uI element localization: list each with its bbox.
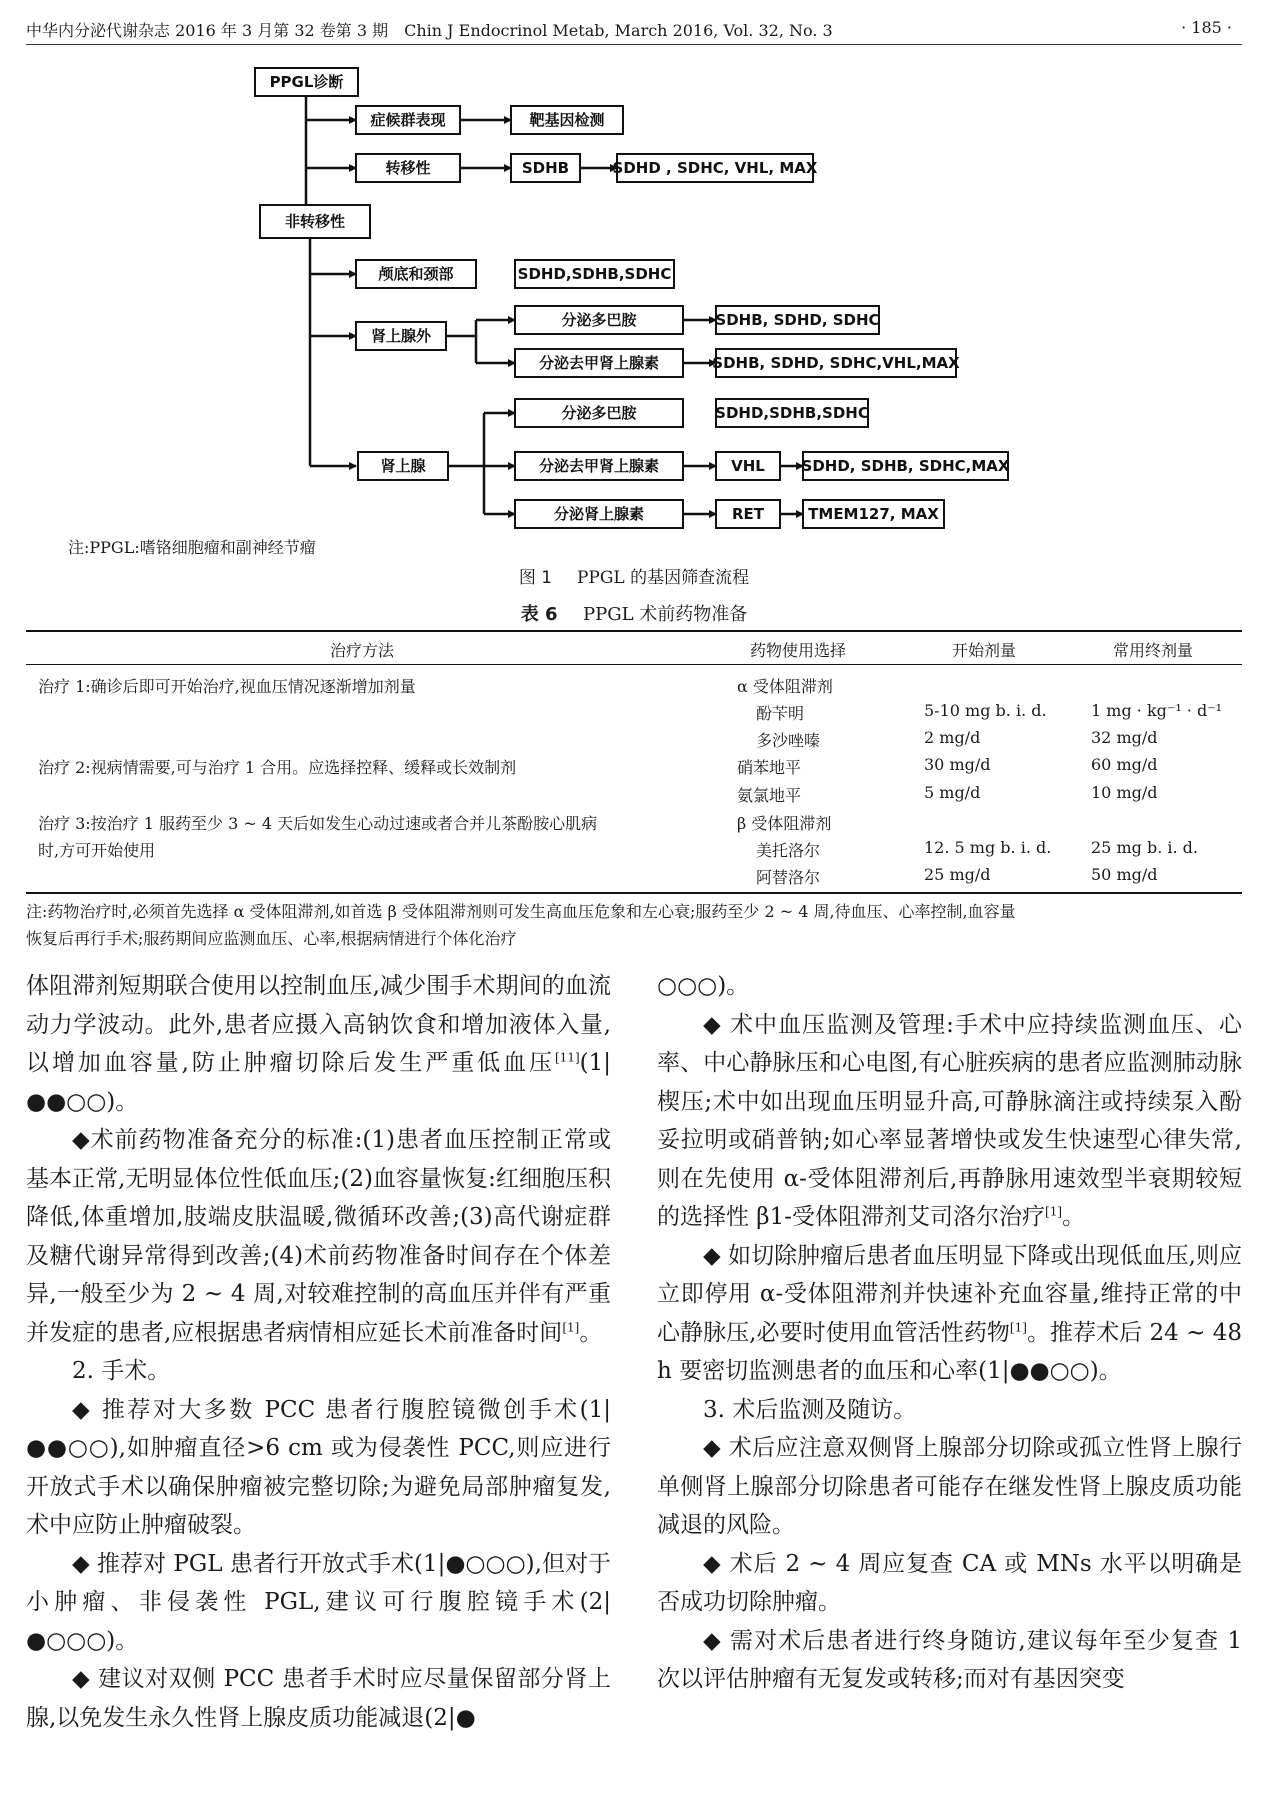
table-caption-text: PPGL 术前药物准备	[582, 604, 748, 625]
table-method-1: 治疗 1:确诊后即可开始治疗,视血压情况逐渐增加剂量	[38, 677, 416, 696]
table-start-doxazosin: 2 mg/d	[924, 728, 981, 747]
node-skull-neck: 颅底和颈部	[378, 265, 454, 283]
table-drug-nifedipine: 硝苯地平	[737, 758, 802, 777]
citation-ref: [1]	[1045, 1204, 1063, 1219]
left-para-1: 体阻滞剂短期联合使用以控制血压,减少围手术期间的血流动力学波动。此外,患者应摄入高钠饮食和增加液体入量,以增加血容量,防止肿瘤切除后发生严重低血压[11](1|●●○○)。	[26, 973, 611, 1115]
right-para-3: ◆ 如切除肿瘤后患者血压明显下降或出现低血压,则应立即停用 α-受体阻滞剂并快速补充血容量,维持正常的中心静脉压,必要时使用血管活性药物[1]。推荐术后 24 ~ 48 h 要密切监测患者的血压和心率(1|●●○○)。	[657, 1242, 1242, 1384]
journal-line: 中华内分泌代谢杂志 2016 年 3 月第 32 卷第 3 期 Chin J Endocrinol Metab, March 2016, Vol. 32, No. 3	[26, 21, 833, 40]
left-section-heading-surgery: 2. 手术。	[72, 1358, 171, 1384]
citation-ref: [11]	[555, 1050, 580, 1065]
table-start-phenoxybenzamine: 5-10 mg b. i. d.	[924, 701, 1047, 720]
body-left-column	[26, 967, 611, 1737]
table-end-amlodipine: 10 mg/d	[1091, 783, 1158, 802]
left-para-6: ◆ 建议对双侧 PCC 患者手术时应尽量保留部分肾上腺,以免发生永久性肾上腺皮质功能减退(2|●	[26, 1666, 611, 1731]
node-ad-dopamine: 分泌多巴胺	[561, 404, 637, 422]
node-ad-norepinephrine-genes: SDHD, SDHB, SDHC,MAX	[801, 457, 1010, 475]
table-end-doxazosin: 32 mg/d	[1091, 728, 1158, 747]
table-drug-phenoxybenzamine: 酚苄明	[756, 704, 805, 723]
table-note-line-2: 恢复后再行手术;服药期间应监测血压、心率,根据病情进行个体化治疗	[26, 929, 517, 948]
node-extra-adrenal: 肾上腺外	[370, 327, 432, 345]
node-ppgl-diagnosis: PPGL诊断	[269, 73, 344, 91]
node-ad-norepinephrine-vhl: VHL	[731, 457, 765, 475]
body-right-column	[657, 967, 1242, 1699]
left-para-4: ◆ 推荐对大多数 PCC 患者行腹腔镜微创手术(1|●●○○),如肿瘤直径>6 cm 或为侵袭性 PCC,则应进行开放式手术以确保肿瘤被完整切除;为避免局部肿瘤复发,术中应防止肿瘤破裂。	[26, 1396, 611, 1538]
table-start-nifedipine: 30 mg/d	[924, 755, 991, 774]
table-drug-amlodipine: 氨氯地平	[737, 786, 802, 805]
table-note-line-1: 注:药物治疗时,必须首先选择 α 受体阻滞剂,如首选 β 受体阻滞剂则可发生高血压危象和左心衰;服药至少 2 ~ 4 周,待血压、心率控制,血容量	[26, 902, 1016, 921]
gene-screening-flowchart	[0, 0, 1268, 530]
node-ad-dopamine-genes: SDHD,SDHB,SDHC	[715, 404, 869, 422]
node-syndrome: 症候群表现	[370, 111, 446, 129]
right-para-2: ◆ 术中血压监测及管理:手术中应持续监测血压、心率、中心静脉压和心电图,有心脏疾病的患者应监测肺动脉楔压;术中如出现血压明显升高,可静脉滴注或持续泵入酚妥拉明或硝普钠;如心率显著增快或发生快速型心律失常,则在先使用 α-受体阻滞剂后,再静脉用速效型半衰期较短的选择性 β1-受体阻滞剂艾司洛尔治疗[1]。	[657, 1011, 1242, 1230]
figure-caption-text: PPGL 的基因筛查流程	[576, 568, 750, 588]
right-para-7: ◆ 需对术后患者进行终身随访,建议每年至少复查 1 次以评估肿瘤有无复发或转移;而对有基因突变	[657, 1627, 1242, 1692]
left-para-5: ◆ 推荐对 PGL 患者行开放式手术(1|●○○○),但对于小肿瘤、非侵袭性 PGL,建议可行腹腔镜手术(2|●○○○)。	[26, 1550, 611, 1654]
table-end-nifedipine: 60 mg/d	[1091, 755, 1158, 774]
node-ad-epinephrine-ret: RET	[731, 505, 765, 523]
node-ea-dopamine: 分泌多巴胺	[561, 311, 637, 329]
right-para-5: ◆ 术后应注意双侧肾上腺部分切除或孤立性肾上腺行单侧肾上腺部分切除患者可能存在继发性肾上腺皮质功能减退的风险。	[657, 1435, 1242, 1538]
table-header-drug: 药物使用选择	[750, 641, 847, 660]
node-ea-norepinephrine: 分泌去甲肾上腺素	[538, 354, 660, 372]
right-para-1: ○○○)。	[657, 973, 750, 999]
table-end-phenoxybenzamine: 1 mg · kg⁻¹ · d⁻¹	[1091, 701, 1223, 720]
table-drug-class-beta: β 受体阻滞剂	[737, 814, 832, 833]
node-ad-epinephrine: 分泌肾上腺素	[553, 505, 645, 523]
table-header-method: 治疗方法	[330, 641, 395, 660]
table-end-metoprolol: 25 mg b. i. d.	[1091, 838, 1198, 857]
figure-caption	[0, 563, 1268, 588]
right-section-heading-followup: 3. 术后监测及随访。	[703, 1396, 917, 1423]
table-header-end-dose: 常用终剂量	[1113, 641, 1194, 660]
table-drug-metoprolol: 美托洛尔	[756, 841, 821, 860]
node-target-gene-test: 靶基因检测	[529, 111, 605, 129]
table-caption	[0, 600, 1268, 626]
node-ad-epinephrine-genes: TMEM127, MAX	[808, 505, 939, 523]
table-start-metoprolol: 12. 5 mg b. i. d.	[924, 838, 1052, 857]
figure-note: 注:PPGL:嗜铬细胞瘤和副神经节瘤	[68, 538, 316, 557]
left-para-2: ◆术前药物准备充分的标准:(1)患者血压控制正常或基本正常,无明显体位性低血压;(2)血容量恢复:红细胞压积降低,体重增加,肢端皮肤温暖,微循环改善;(3)高代谢症群及糖代谢异常得到改善;(4)术前药物准备时间存在个体差异,一般至少为 2 ~ 4 周,对较难控制的高血压并伴有严重并发症的患者,应根据患者病情相应延长术前准备时间[1]。	[26, 1127, 611, 1346]
table-header-start-dose: 开始剂量	[952, 641, 1017, 660]
node-ad-norepinephrine: 分泌去甲肾上腺素	[538, 457, 660, 475]
table-end-atenolol: 50 mg/d	[1091, 865, 1158, 884]
table-method-3: 治疗 3:按治疗 1 服药至少 3 ~ 4 天后如发生心动过速或者合并儿茶酚胺心肌病	[38, 814, 598, 833]
table-start-atenolol: 25 mg/d	[924, 865, 991, 884]
node-met-gene-sdhb: SDHB	[521, 159, 570, 177]
node-adrenal: 肾上腺	[380, 457, 426, 475]
table-top-rule	[26, 630, 1242, 632]
table-caption-label: 表 6	[520, 604, 558, 625]
node-ea-norepinephrine-genes: SDHB, SDHD, SDHC,VHL,MAX	[712, 354, 960, 372]
table-drug-doxazosin: 多沙唑嗪	[756, 731, 821, 750]
node-skull-neck-genes: SDHD,SDHB,SDHC	[517, 265, 672, 283]
table-start-amlodipine: 5 mg/d	[924, 783, 981, 802]
table-bottom-rule	[26, 892, 1242, 894]
node-ea-dopamine-genes: SDHB, SDHD, SDHC	[715, 311, 880, 329]
citation-ref: [1]	[1009, 1319, 1027, 1334]
citation-ref: [1]	[562, 1319, 580, 1334]
table-drug-atenolol: 阿替洛尔	[756, 868, 821, 887]
table-drug-class-alpha: α 受体阻滞剂	[737, 677, 833, 696]
table-header-rule	[26, 664, 1242, 665]
node-met-genes-others: SDHD , SDHC, VHL, MAX	[612, 159, 818, 177]
node-metastatic: 转移性	[385, 159, 431, 177]
page-number: · 185 ·	[1181, 18, 1232, 37]
figure-caption-label: 图 1	[518, 568, 553, 588]
table-method-2: 治疗 2:视病情需要,可与治疗 1 合用。应选择控释、缓释或长效制剂	[38, 758, 517, 777]
table-method-3-cont: 时,方可开始使用	[38, 841, 156, 860]
node-nonmetastatic: 非转移性	[284, 212, 346, 231]
table-note	[26, 898, 1242, 952]
right-para-6: ◆ 术后 2 ~ 4 周应复查 CA 或 MNs 水平以明确是否成功切除肿瘤。	[657, 1550, 1242, 1615]
